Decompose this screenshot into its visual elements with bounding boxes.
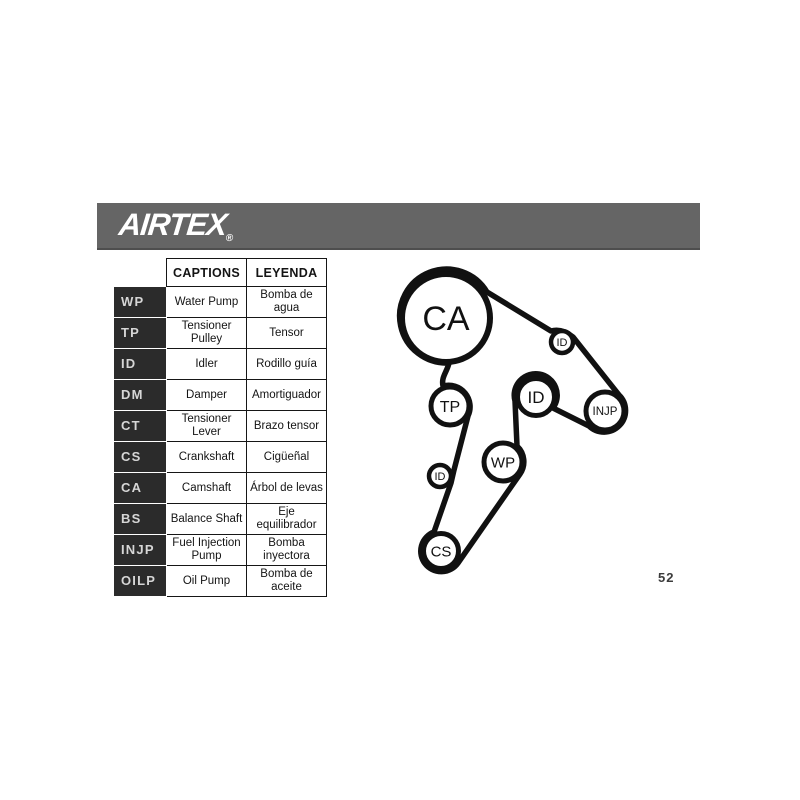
pulley-ca-label: CA (422, 300, 470, 339)
pulley-wp-label: WP (490, 454, 516, 472)
caption-cell: Crankshaft (167, 442, 247, 473)
page-number: 52 (658, 570, 675, 585)
code-cell: BS (114, 504, 167, 535)
leyenda-cell: Amortiguador (247, 380, 327, 411)
pulley-tp-label: TP (439, 398, 461, 416)
code-cell: TP (114, 318, 167, 349)
legend-header-leyenda: LEYENDA (247, 259, 327, 287)
pulley-id-label: ID (527, 388, 545, 408)
airtex-logo-text: AIRTEX (117, 207, 229, 242)
table-row (114, 380, 327, 411)
table-row (114, 535, 327, 566)
table-row (114, 349, 327, 380)
leyenda-cell: Bomba de agua (247, 287, 327, 318)
leyenda-cell: Brazo tensor (247, 411, 327, 442)
table-row (114, 566, 327, 597)
caption-cell: Oil Pump (167, 566, 247, 597)
code-cell: CS (114, 442, 167, 473)
pulley-cs-label: CS (430, 543, 452, 561)
leyenda-cell: Tensor (247, 318, 327, 349)
code-cell: DM (114, 380, 167, 411)
code-cell: OILP (114, 566, 167, 597)
leyenda-cell: Eje equilibrador (247, 504, 327, 535)
caption-cell: Damper (167, 380, 247, 411)
brand-banner (97, 203, 700, 250)
code-cell: INJP (114, 535, 167, 566)
table-row (114, 442, 327, 473)
table-row (114, 318, 327, 349)
caption-cell: Camshaft (167, 473, 247, 504)
leyenda-cell: Árbol de levas (247, 473, 327, 504)
caption-cell: Balance Shaft (167, 504, 247, 535)
leyenda-cell: Rodillo guía (247, 349, 327, 380)
caption-cell: Fuel Injection Pump (167, 535, 247, 566)
leyenda-cell: Bomba de aceite (247, 566, 327, 597)
caption-cell: Tensioner Pulley (167, 318, 247, 349)
caption-cell: Idler (167, 349, 247, 380)
code-cell: ID (114, 349, 167, 380)
timing-belt-diagram (378, 248, 682, 602)
leyenda-cell: Cigüeñal (247, 442, 327, 473)
registered-trademark-icon: ® (225, 233, 234, 244)
caption-cell: Water Pump (167, 287, 247, 318)
leyenda-cell: Bomba inyectora (247, 535, 327, 566)
pulley-id-label: ID (556, 336, 568, 349)
table-row (114, 287, 327, 318)
code-cell: WP (114, 287, 167, 318)
legend-header-captions: CAPTIONS (167, 259, 247, 287)
table-row (114, 411, 327, 442)
table-row (114, 504, 327, 535)
legend-header-row (114, 259, 327, 287)
code-cell: CT (114, 411, 167, 442)
pulley-injp-label: INJP (592, 406, 618, 419)
pulley-id-label: ID (434, 470, 446, 483)
table-row (114, 473, 327, 504)
airtex-logo (117, 207, 236, 244)
legend-table-body (114, 287, 327, 597)
code-cell: CA (114, 473, 167, 504)
legend-header-blank (114, 259, 167, 287)
legend-table (113, 258, 327, 597)
caption-cell: Tensioner Lever (167, 411, 247, 442)
